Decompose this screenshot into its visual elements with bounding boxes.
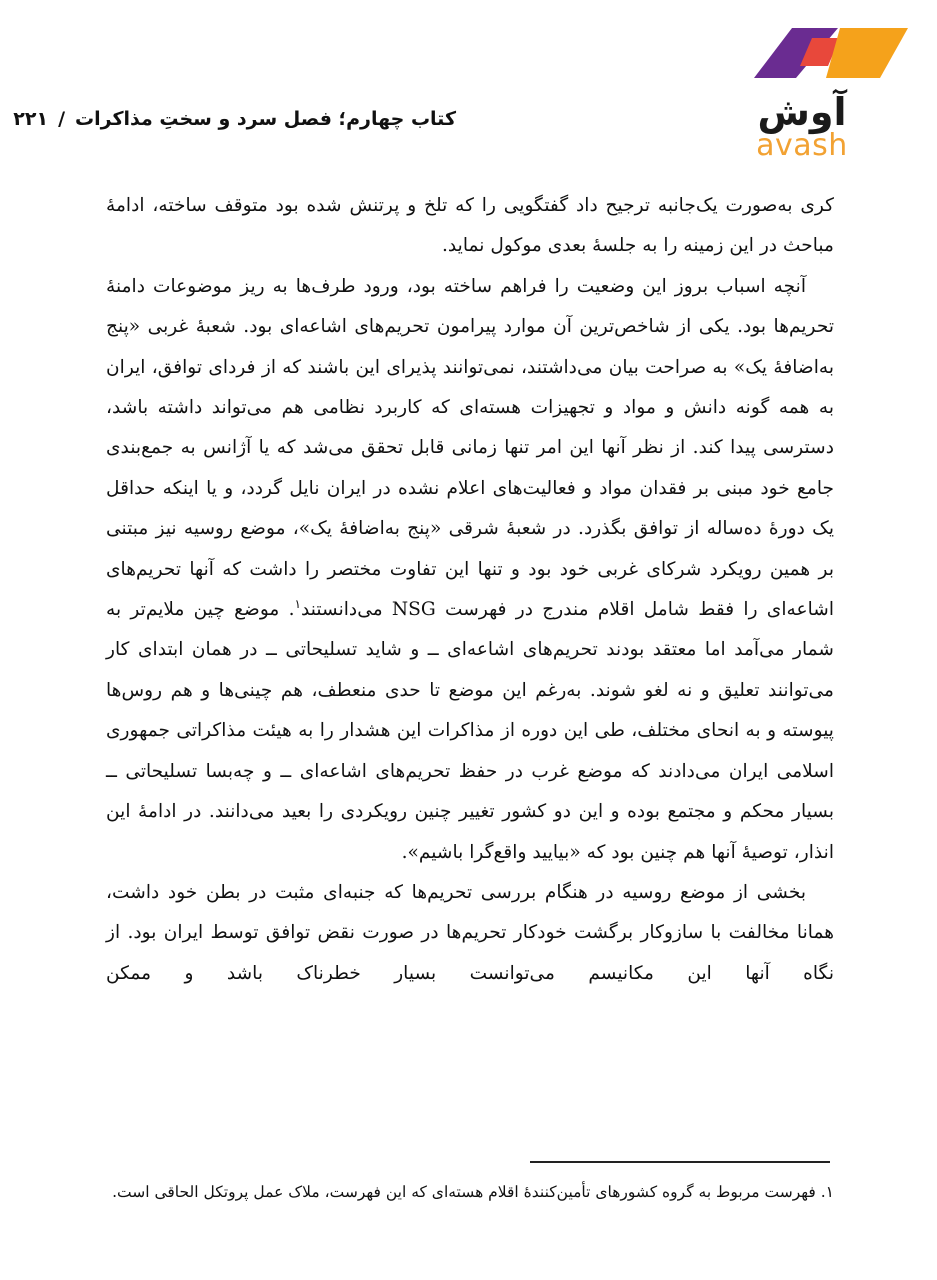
- paragraph-2: [106, 267, 834, 873]
- header-separator: /: [58, 108, 66, 130]
- logo-name-en: avash: [756, 128, 848, 163]
- avash-logo-mark-icon: [752, 26, 912, 82]
- logo-name-fa: آوش: [757, 90, 847, 134]
- body-text: [106, 186, 834, 994]
- book-title: کتاب چهارم؛ فصل سرد و سختِ مذاکرات: [75, 108, 456, 130]
- paragraph-3: بخشی از موضع روسیه در هنگام بررسی تحریم‌ها که جنبه‌ای مثبت در بطن خود داشت، همانا مخالفت با سازوکار برگشت خودکار تحریم‌ها در صورت نقض توافق توسط ایران بود. از نگاه آنها این مکانیسم می‌توانست بسیار خطرناک باشد و ممکن: [106, 881, 834, 984]
- avash-logo: [752, 26, 912, 171]
- paragraph-2-text: آنچه اسباب بروز این وضعیت را فراهم ساخته بود، ورود طرف‌ها به ریز موضوعات دامنهٔ تحریم‌ها بود. یکی از شاخص‌ترین آن موارد پیرامون تحریم‌های اشاعه‌ای بود. شعبهٔ غربی «پنج به‌اضافهٔ یک» به صراحت بیان می‌داشتند، نمی‌توانند پذیرای این باشند که از فردای توافق، ایران به همه گونه دانش و مواد و تجهیزات هسته‌ای که کاربرد نظامی هم می‌تواند داشته باشد، دسترسی پیدا کند. از نظر آنها این امر تنها زمانی قابل تحقق می‌شد که یا آژانس به جمع‌بندی جامع خود مبنی بر فقدان مواد و فعالیت‌های اعلام نشده در ایران نایل گردد، و یا اینکه حداقل یک دورهٔ ده‌ساله از توافق بگذرد. در شعبهٔ شرقی «پنج به‌اضافهٔ یک»، موضع روسیه نیز مبتنی بر همین رویکرد شرکای غربی خود بود و تنها این تفاوت مختصر را داشت که آنها تحریم‌های اشاعه‌ای را فقط شامل اقلام مندرج در فهرست NSG می‌دانستند: [106, 275, 835, 621]
- footnote-divider: [530, 1161, 830, 1163]
- footnote: ۱. فهرست مربوط به گروه کشورهای تأمین‌کنندهٔ اقلام هسته‌ای که این فهرست، ملاک عمل پروتکل الحاقی است.: [112, 1183, 834, 1201]
- paragraph-1: کری به‌صورت یک‌جانبه ترجیح داد گفتگویی را که تلخ و پرتنش شده بود متوقف ساخته، ادامهٔ مباحث در این زمینه را به جلسهٔ بعدی موکول نماید.: [106, 195, 834, 257]
- page-number: ۲۲۱: [13, 108, 49, 130]
- paragraph-2-continuation: . موضع چین ملایم‌تر به شمار می‌آمد اما معتقد بودند تحریم‌های اشاعه‌ای ــ و شاید تسلیحاتی ــ در همان ابتدای کار می‌توانند تعلیق و نه لغو شوند. به‌رغم این موضع تا حدی منعطف، هم چینی‌ها و هم روس‌ها پیوسته و به انحای مختلف، طی این دوره از مذاکرات این هشدار را به هیئت مذاکراتی جمهوری اسلامی ایران می‌دادند که موضع غرب در حفظ تحریم‌های اشاعه‌ای ــ و چه‌بسا تسلیحاتی ــ بسیار محکم و مجتمع بوده و این دو کشور تغییر چنین رویکردی را بعید می‌دانند. در ادامهٔ این انذار، توصیهٔ آنها هم چنین بود که «بیایید واقع‌گرا باشیم».: [106, 599, 834, 863]
- footnote-reference[interactable]: ۱: [294, 596, 301, 611]
- running-header: [13, 104, 456, 134]
